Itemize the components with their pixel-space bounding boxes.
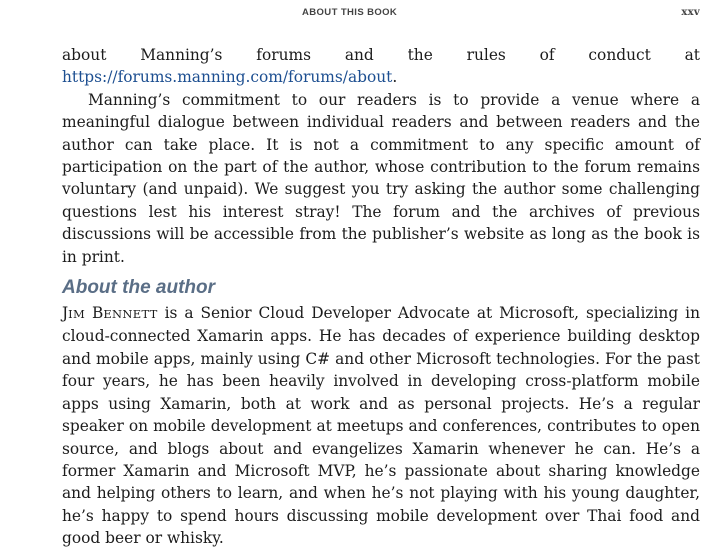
running-head [0, 7, 720, 21]
page-body [62, 44, 700, 550]
running-head-title: ABOUT THIS BOOK [302, 7, 398, 18]
paragraph-forum-rules-text: about Manning’s forums and the rules of conduct at [62, 46, 700, 64]
paragraph-commitment: Manning’s commitment to our readers is to provide a venue where a meaningful dialogue between individual readers and between readers and the author can take place. It is not a commitment to any specific amount of participation on the part of the author, whose contribution to the forum remains voluntary (and unpaid). We suggest you try asking the author some challenging questions lest his interest stray! The forum and the archives of previous discussions will be accessible from the publisher’s website as long as the book is in print. [62, 90, 700, 266]
section-heading-about-author: About the author [62, 277, 216, 299]
author-name: JIM BENNETT [62, 304, 158, 323]
forum-about-link[interactable]: https://forums.manning.com/forums/about [62, 68, 393, 87]
paragraph-author-bio [62, 302, 700, 549]
author-bio-text: is a Senior Cloud Developer Advocate at Microsoft, specializing in cloud-connected Xamarin apps. He has decades of experience building desktop and mobile apps, mainly using C# and other Microsoft technologies. For the past four years, he has been heavily involved in developing cross-platform mobile apps using Xamarin, both at work and as personal projects. He’s a regular speaker on mobile development at meetups and conferences, contributes to open source, and blogs about and evangelizes Xamarin whenever he can. He’s a former Xamarin and Microsoft MVP, he’s passionate about sharing knowledge and helping others to learn, and when he’s not playing with his young daughter, he’s happy to spend hours discussing mobile development over Thai food and good beer or whisky. [62, 304, 700, 548]
paragraph-forum-rules [62, 44, 700, 89]
page-number: xxv [681, 7, 700, 18]
paragraph-forum-rules-end: . [392, 68, 398, 87]
